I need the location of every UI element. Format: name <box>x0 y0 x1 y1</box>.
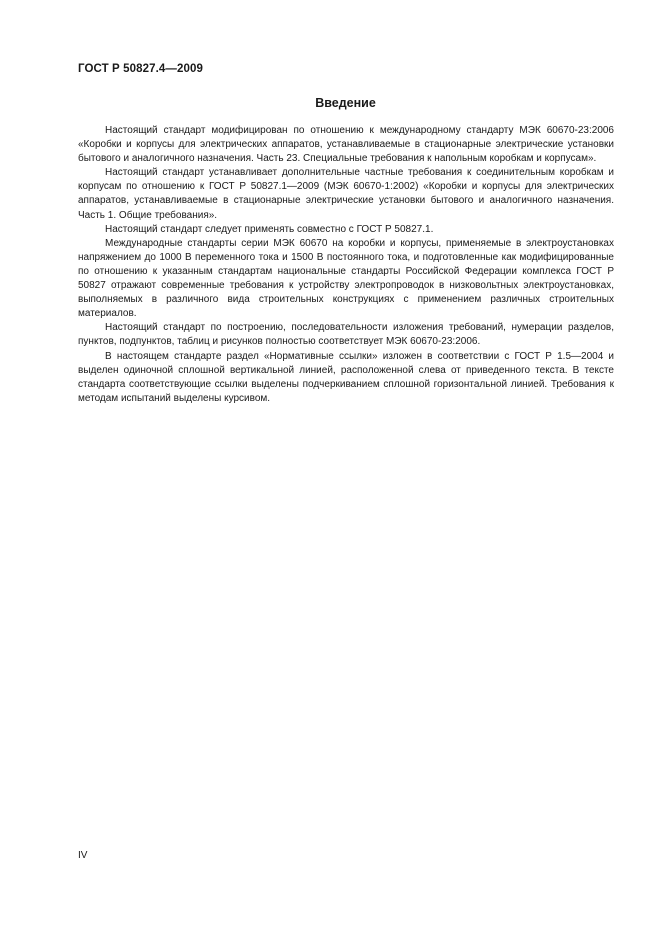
paragraph: Международные стандарты серии МЭК 60670 на коробки и корпусы, применяемые в электроустановках напряжением до 1000 В переменного тока и 1500 В постоянного тока, и подготовленные как модифицированные по отношению к указанным стандартам национальные стандарты Российской Федерации комплекса ГОСТ Р 50827 отражают современные требования к устройству электропроводок в низковольтных электроустановках, выполняемых в различного вида строительных конструкциях с применением различных строительных материалов. <box>78 237 614 320</box>
paragraph: Настоящий стандарт модифицирован по отношению к международному стандарту МЭК 60670-23:2006 «Коробки и корпусы для электрических аппаратов, устанавливаемые в стационарные электрические установки бытового и аналогичного назначения. Часть 23. Специальные требования к напольным коробкам и корпусам». <box>78 125 614 165</box>
section-title: Введение <box>315 96 376 110</box>
paragraph: В настоящем стандарте раздел «Нормативные ссылки» изложен в соответствии с ГОСТ Р 1.5—2004 и выделен одиночной сплошной вертикальной линией, расположенной слева от приведенного текста. В тексте стандарта соответствующие ссылки выделены подчеркиванием сплошной горизонтальной линией. Требования к методам испытаний выделены курсивом. <box>78 350 614 404</box>
paragraph: Настоящий стандарт по построению, последовательности изложения требований, нумерации разделов, пунктов, подпунктов, таблиц и рисунков полностью соответствует МЭК 60670-23:2006. <box>78 322 614 348</box>
paragraph: Настоящий стандарт следует применять совместно с ГОСТ Р 50827.1. <box>105 223 434 235</box>
standard-header: ГОСТ Р 50827.4—2009 <box>78 63 203 75</box>
paragraph: Настоящий стандарт устанавливает дополнительные частные требования к соединительным коробкам и корпусам по отношению к ГОСТ Р 50827.1—2009 (МЭК 60670-1:2002) «Коробки и корпусы для электрических аппаратов, устанавливаемые в стационарные электрические установки бытового и аналогичного назначения. Часть 1. Общие требования». <box>78 167 614 221</box>
page-number: IV <box>78 850 88 861</box>
body-text <box>78 124 614 406</box>
